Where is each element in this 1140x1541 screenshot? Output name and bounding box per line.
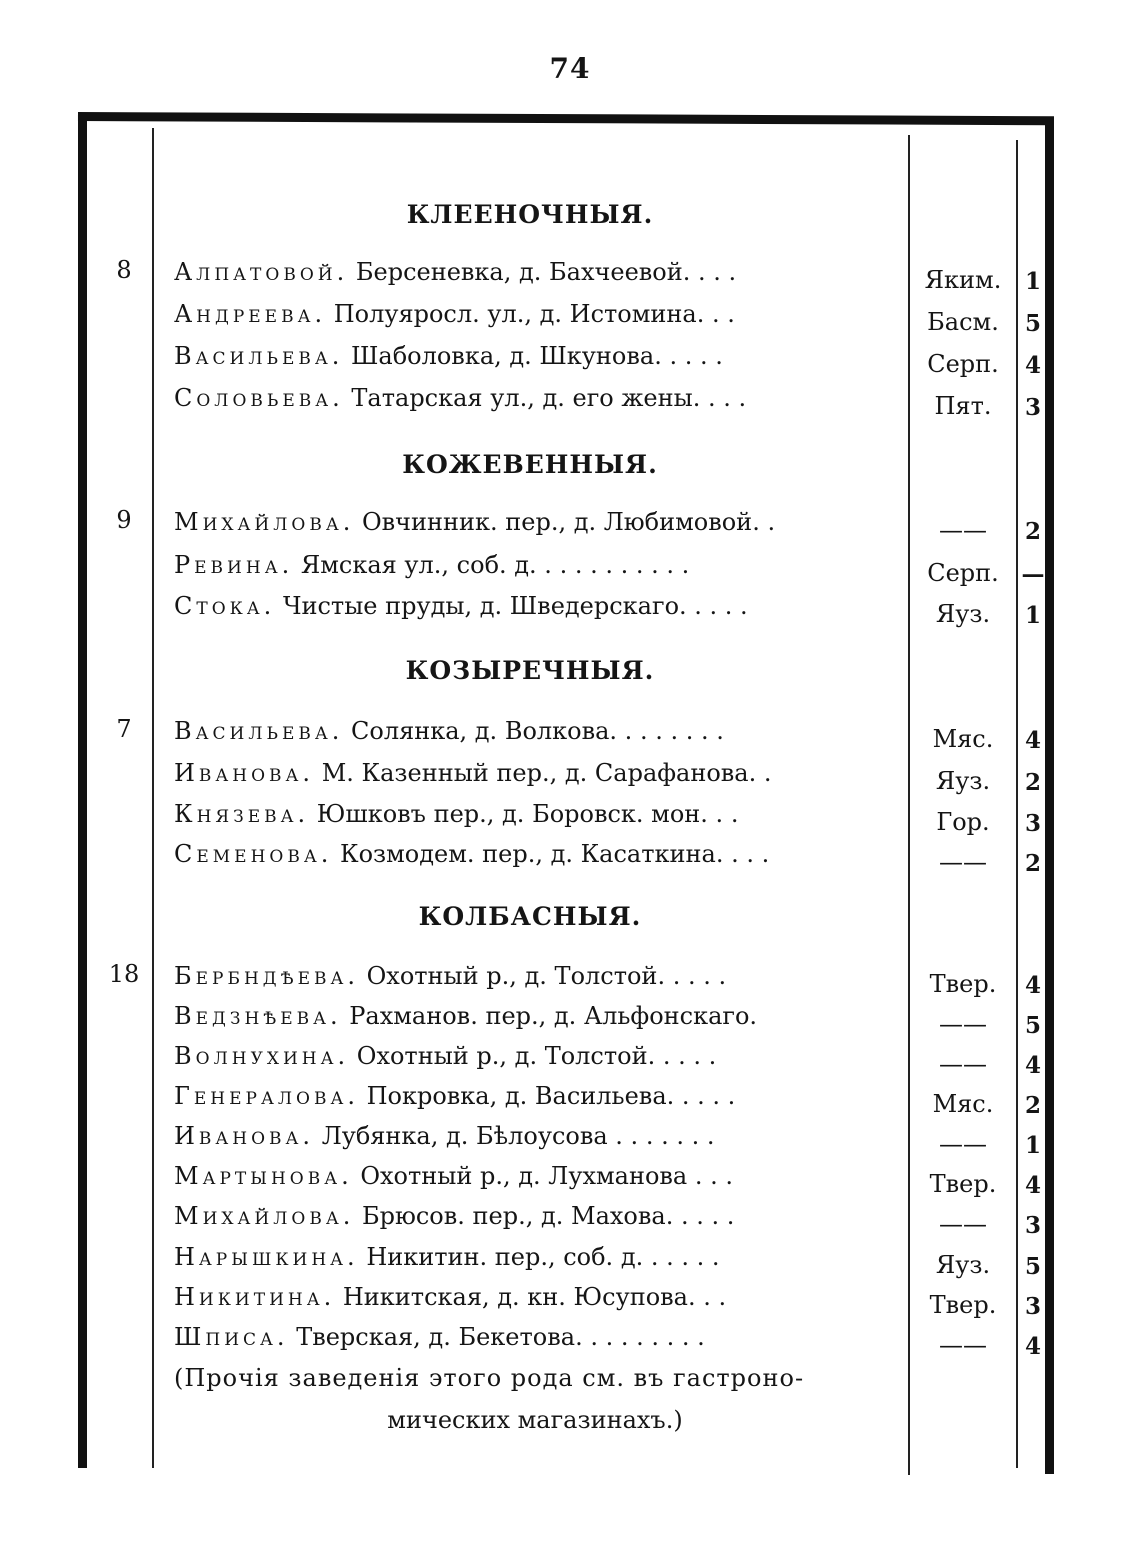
frame-top-rule (78, 112, 1054, 125)
entry-number: 4 (1024, 352, 1041, 379)
entry-leader: . . . . . . . (607, 1122, 715, 1150)
footnote-line-2: мических магазинахъ.) (387, 1406, 683, 1434)
entry-text (174, 258, 896, 294)
table-row (0, 840, 1140, 884)
entry-leader: . . . . . (647, 1042, 717, 1070)
section-title: КЛЕЕНОЧНЫЯ. (406, 200, 654, 229)
entry-address: Юшковъ пер., д. Боровск. мон (309, 800, 701, 828)
table-row (0, 551, 1140, 595)
entry-address: Козмодем. пер., д. Касаткина (332, 840, 716, 868)
section-title: КОЗЫРЕЧНЫЯ. (405, 656, 655, 685)
entry-text (174, 1243, 896, 1279)
entry-text (174, 342, 896, 378)
entry-text (174, 840, 896, 876)
entry-leader: . . . . (692, 384, 747, 412)
table-row (0, 1002, 1140, 1046)
entry-text (174, 1042, 896, 1078)
entry-leader: . . . . . . . . (609, 717, 724, 745)
entry-district: Твер. (929, 1291, 997, 1319)
entry-district: Яуз. (935, 600, 991, 628)
entry-district: Серп. (927, 350, 999, 378)
entry-address: Овчинник. пер., д. Любимовой (354, 508, 753, 536)
entry-address: Татарская ул., д. его жены (343, 384, 693, 412)
entry-name: Васильева. (174, 342, 344, 370)
entry-number: 4 (1024, 1172, 1041, 1199)
entry-leader: . . . (696, 300, 735, 328)
entry-leader: . . . . . (654, 342, 723, 370)
entry-address: Шаболовка, д. Шкунова (343, 342, 655, 370)
entry-district: Басм. (927, 308, 999, 336)
entry-address: Солянка, д. Волкова (343, 717, 610, 745)
entry-leader: . . . . . (679, 592, 748, 620)
entry-district: Твер. (929, 970, 997, 998)
entry-name: Шписа. (174, 1323, 289, 1351)
table-row (0, 1162, 1140, 1206)
entry-district: —— (939, 1050, 987, 1078)
entry-number: 1 (1024, 602, 1041, 629)
entry-district: Яуз. (935, 1251, 991, 1279)
entry-name: Соловьева. (174, 384, 344, 412)
entry-address: Берсеневка, д. Бахчеевой (348, 258, 683, 286)
entry-number: 2 (1024, 1092, 1041, 1119)
table-row (0, 1122, 1140, 1166)
entry-number: 2 (1024, 769, 1041, 796)
entry-district: Серп. (927, 559, 999, 587)
entry-number: 2 (1024, 518, 1041, 545)
entry-name: Мартынова. (174, 1162, 353, 1190)
entry-name: Никитина. (174, 1283, 336, 1311)
entry-number: 4 (1024, 727, 1041, 754)
entry-name: Стока. (174, 592, 276, 620)
entry-text (174, 384, 896, 420)
entry-text (174, 1202, 896, 1238)
entry-name: Генералова. (174, 1082, 359, 1110)
page-number: 74 (549, 52, 591, 85)
table-row (0, 717, 1140, 761)
entry-number: 4 (1024, 972, 1041, 999)
table-row (0, 592, 1140, 636)
entry-leader: . . . . . . (635, 1243, 720, 1271)
entry-leader: . . . . . (665, 1202, 735, 1230)
entry-text (174, 300, 896, 336)
entry-text (174, 1323, 896, 1359)
entry-name: Андреева. (174, 300, 327, 328)
entry-address: Охотный р., д. Толстой (358, 962, 658, 990)
entry-number: 3 (1024, 810, 1041, 837)
table-row (0, 759, 1140, 803)
entry-number: 3 (1024, 1293, 1041, 1320)
table-row (0, 342, 1140, 386)
entry-address: Ямская ул., соб. д (293, 551, 530, 579)
entry-district: Мяс. (932, 1090, 994, 1118)
entry-text (174, 717, 896, 753)
entry-text (174, 1002, 896, 1038)
entry-number: 1 (1024, 1132, 1041, 1159)
entry-name: Князева. (174, 800, 310, 828)
entry-leader: . . . . (682, 258, 737, 286)
table-row (0, 258, 1140, 302)
section-title: КОЖЕВЕННЫЯ. (402, 450, 658, 479)
section-title: КОЛБАСНЫЯ. (418, 902, 642, 931)
entry-district: —— (939, 1010, 987, 1038)
entry-address: Никитин. пер., соб. д (358, 1243, 636, 1271)
entry-name: Семенова. (174, 840, 333, 868)
entry-number: 5 (1024, 1012, 1041, 1039)
entry-leader: . . . . . (666, 1082, 736, 1110)
entry-name: Михайлова. (174, 508, 355, 536)
entry-number: 4 (1024, 1052, 1041, 1079)
entry-text (174, 800, 896, 836)
section-count: 7 (116, 715, 132, 743)
entry-district: —— (939, 848, 987, 876)
table-row (0, 1283, 1140, 1327)
entry-leader: . . . . . (657, 962, 727, 990)
entry-address: Лубянка, д. Бѣлоусова (314, 1122, 608, 1150)
entry-district: —— (939, 516, 987, 544)
entry-name: Михайлова. (174, 1202, 355, 1230)
entry-district: Твер. (929, 1170, 997, 1198)
entry-address: Чистые пруды, д. Шведерскаго (275, 592, 680, 620)
entry-name: Иванова. (174, 759, 315, 787)
table-row (0, 1082, 1140, 1126)
entry-text (174, 962, 896, 998)
entry-leader: . . . . . . . . . (575, 1323, 705, 1351)
entry-address: Брюсов. пер., д. Махова (354, 1202, 666, 1230)
entry-number: 1 (1024, 268, 1041, 295)
entry-number: 3 (1024, 394, 1041, 421)
entry-name: Волнухина. (174, 1042, 350, 1070)
entry-text (174, 592, 896, 628)
entry-name: Васильева. (174, 717, 344, 745)
entry-district: Пят. (934, 392, 992, 420)
entry-text (174, 1162, 896, 1198)
entry-number: 3 (1024, 1212, 1041, 1239)
entry-district: Мяс. (932, 725, 994, 753)
entry-number: 5 (1024, 1253, 1041, 1280)
entry-address: Никитская, д. кн. Юсупова (335, 1283, 688, 1311)
entry-leader: . . (752, 508, 776, 536)
entry-leader: . . . . . . . . . . . (529, 551, 690, 579)
entry-text (174, 1122, 896, 1158)
entry-name: Иванова. (174, 1122, 315, 1150)
entry-leader: . . . (700, 800, 739, 828)
entry-text (174, 1082, 896, 1118)
entry-leader: . . . . (715, 840, 770, 868)
entry-address: Охотный р., д. Лухманова (352, 1162, 688, 1190)
entry-address: М. Казенный пер., д. Сарафанова (314, 759, 749, 787)
section-count: 18 (108, 960, 140, 988)
entry-name: Нарышкина. (174, 1243, 359, 1271)
table-row (0, 1243, 1140, 1287)
entry-address: Полуяросл. ул., д. Истомина (326, 300, 697, 328)
entry-address: Тверская, д. Бекетова (288, 1323, 576, 1351)
entry-number: — (1021, 561, 1045, 588)
entry-text (174, 551, 896, 587)
table-row (0, 508, 1140, 552)
section-count: 9 (116, 506, 132, 534)
footnote-line-1: (Прочія заведенія этого рода см. въ гастроно- (174, 1364, 805, 1392)
table-row (0, 1323, 1140, 1367)
entry-name: Алпатовой. (174, 258, 349, 286)
entry-name: Бербндѣева. (174, 962, 359, 990)
entry-leader: . . . (687, 1162, 733, 1190)
entry-text (174, 1283, 896, 1319)
entry-district: —— (939, 1210, 987, 1238)
table-row (0, 384, 1140, 428)
section-count: 8 (116, 256, 132, 284)
table-row (0, 1202, 1140, 1246)
entry-leader: . . (748, 759, 772, 787)
table-row (0, 300, 1140, 344)
table-row (0, 962, 1140, 1006)
entry-name: Ведзнѣева. (174, 1002, 342, 1030)
entry-address: Покровка, д. Васильева (358, 1082, 667, 1110)
entry-district: Гор. (936, 808, 990, 836)
entry-text (174, 759, 896, 795)
entry-leader: . . . (687, 1283, 727, 1311)
table-row (0, 800, 1140, 844)
entry-address: Охотный р., д. Толстой (349, 1042, 648, 1070)
entry-number: 4 (1024, 1333, 1041, 1360)
entry-district: Яким. (924, 266, 1002, 294)
entry-district: —— (939, 1130, 987, 1158)
entry-text (174, 508, 896, 544)
entry-address: Рахманов. пер., д. Альфонскаго. (341, 1002, 758, 1030)
entry-district: —— (939, 1331, 987, 1359)
entry-number: 2 (1024, 850, 1041, 877)
table-row (0, 1042, 1140, 1086)
entry-name: Ревина. (174, 551, 294, 579)
entry-district: Яуз. (935, 767, 991, 795)
entry-number: 5 (1024, 310, 1041, 337)
